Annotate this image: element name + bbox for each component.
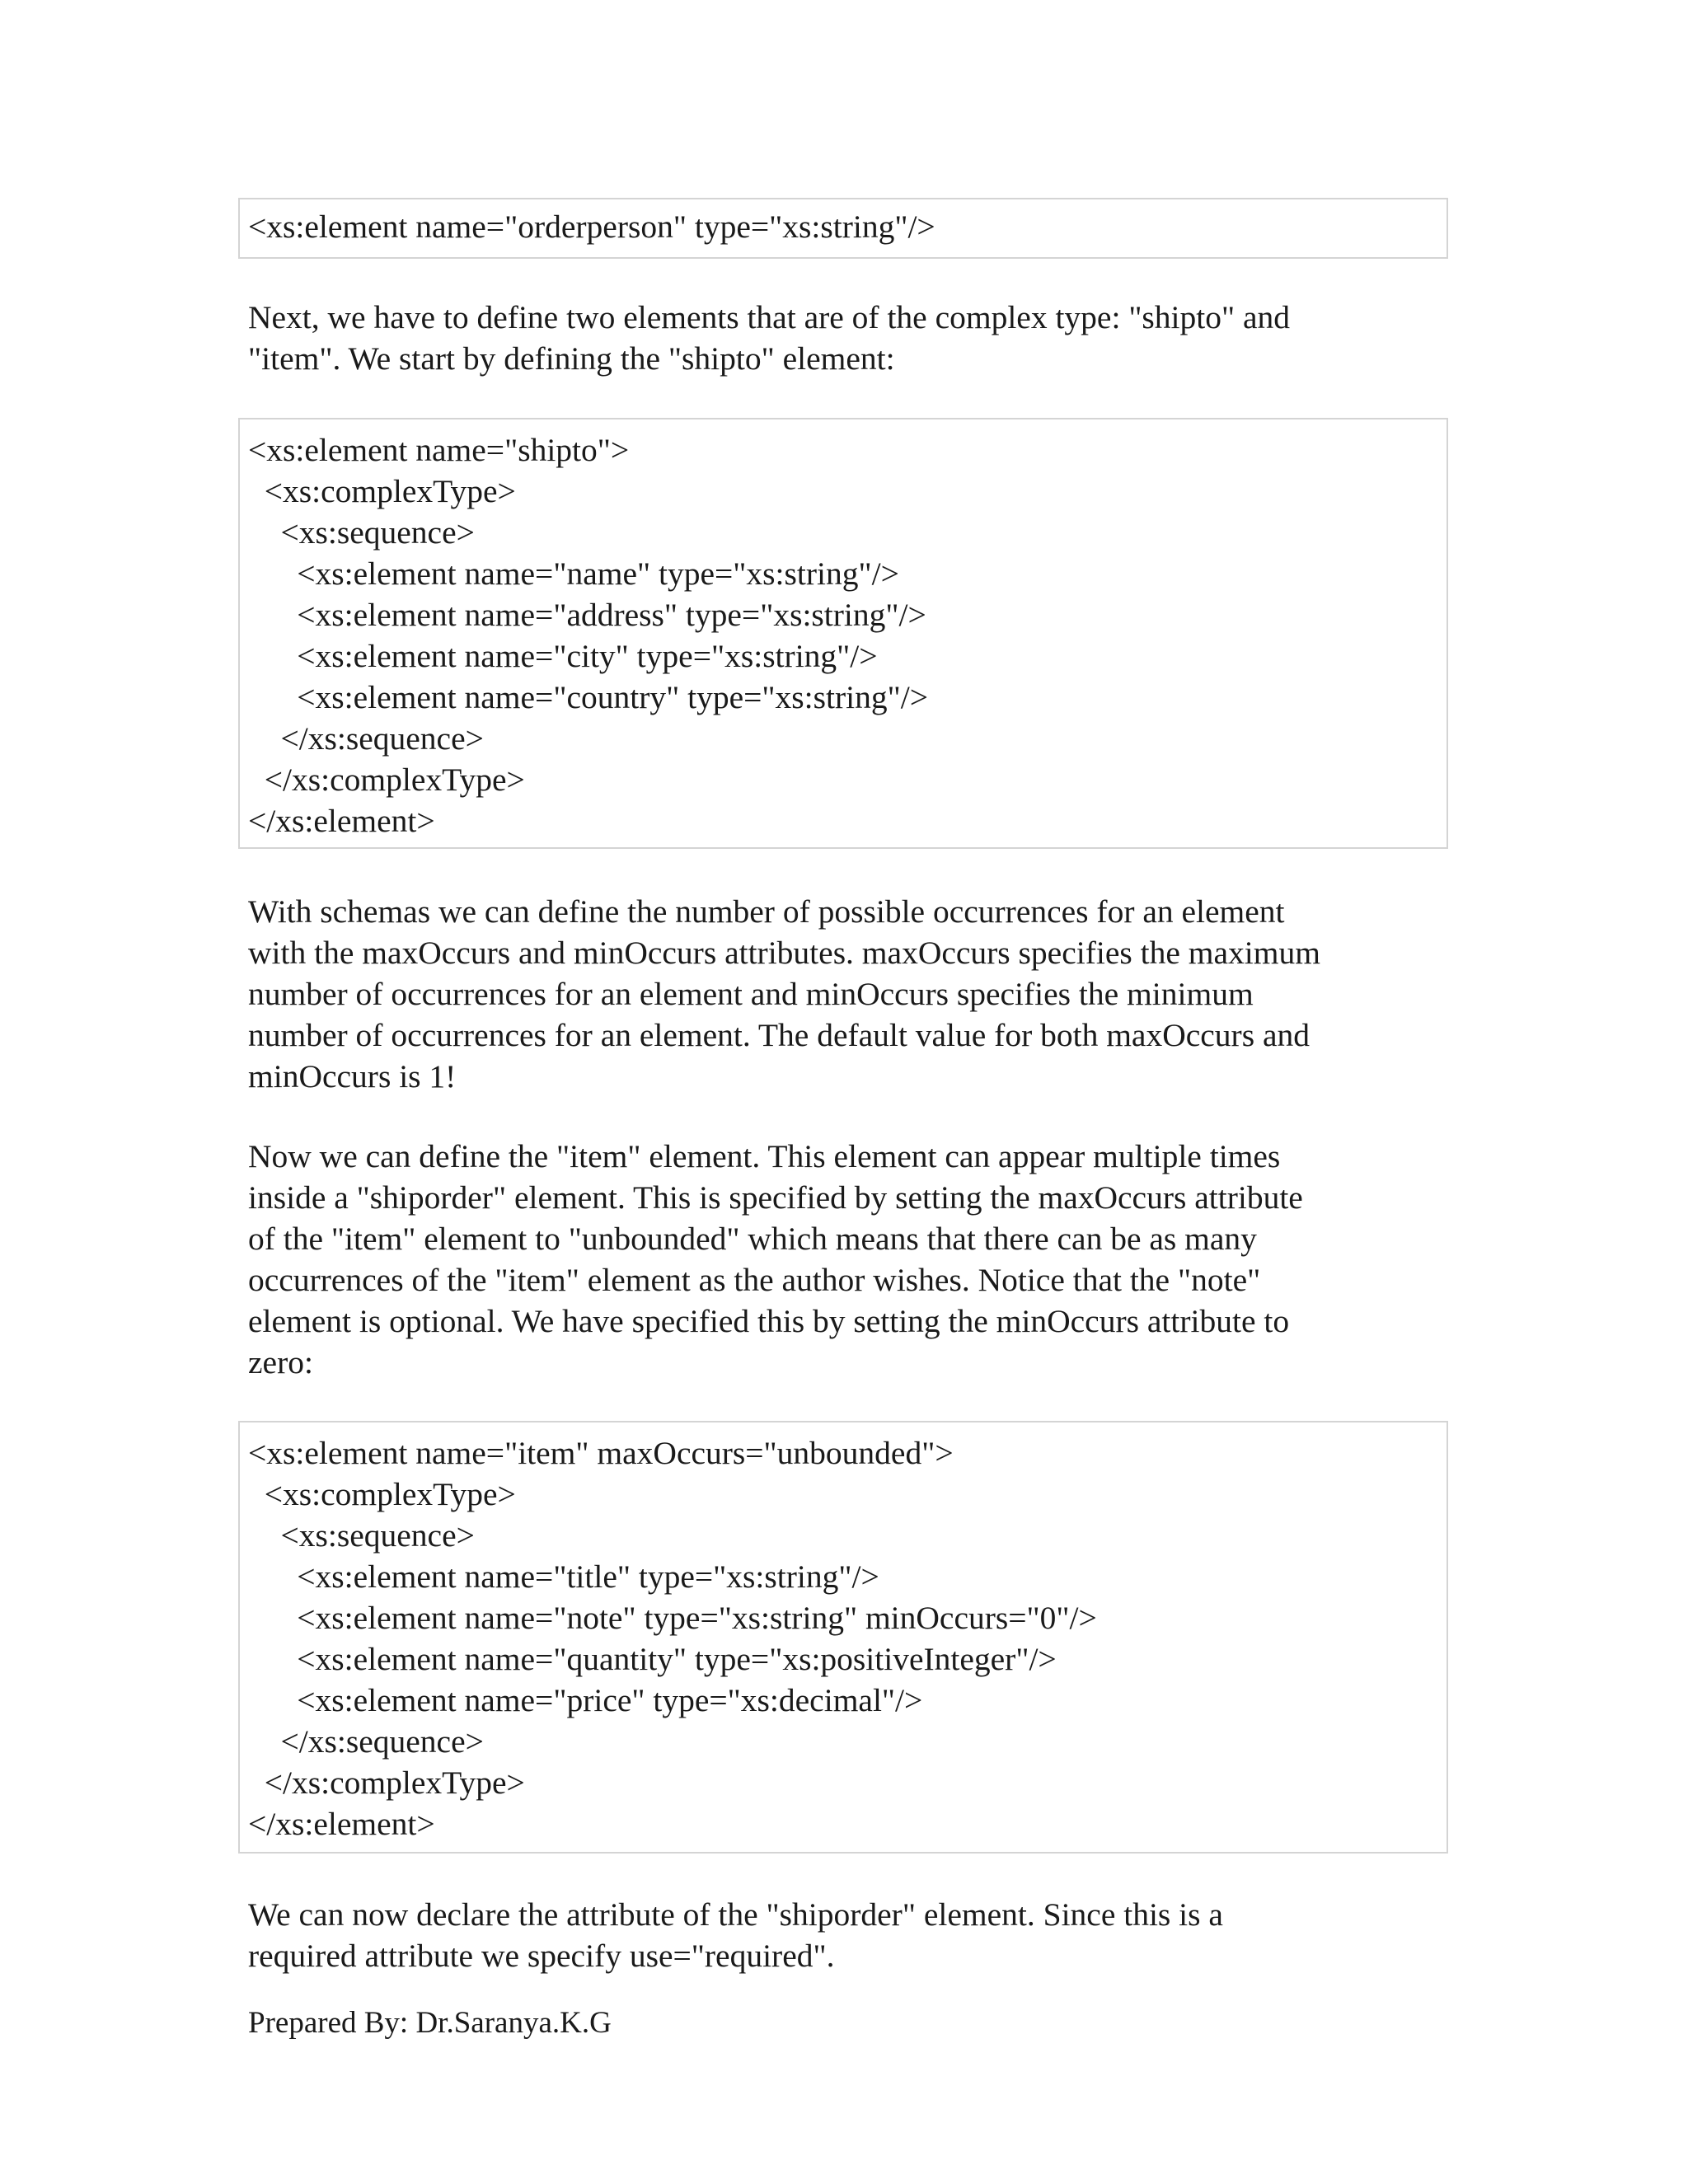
paragraph-line: with the maxOccurs and minOccurs attributes. maxOccurs specifies the maximum [248,935,1320,971]
code-line: </xs:complexType> [248,762,525,798]
paragraph-line: zero: [248,1344,313,1380]
paragraph-line: With schemas we can define the number of possible occurrences for an element [248,893,1285,930]
code-line: </xs:element> [248,1806,435,1842]
code-line: <xs:element name="title" type="xs:string"/> [248,1558,879,1595]
code-line: </xs:sequence> [248,1723,484,1760]
paragraph-line: We can now declare the attribute of the "shiporder" element. Since this is a [248,1896,1223,1933]
paragraph-line: required attribute we specify use="required". [248,1938,835,1974]
footer-author: Prepared By: Dr.Saranya.K.G [248,2006,612,2040]
paragraph-line: number of occurrences for an element. The default value for both maxOccurs and [248,1017,1310,1053]
code-line: </xs:element> [248,803,435,839]
code-line: <xs:element name="note" type="xs:string" minOccurs="0"/> [248,1600,1097,1636]
code-line: <xs:element name="city" type="xs:string"/> [248,638,878,674]
code-line: <xs:sequence> [248,514,475,551]
code-line: <xs:element name="price" type="xs:decimal"/> [248,1682,923,1718]
paragraph-line: of the "item" element to "unbounded" which means that there can be as many [248,1221,1257,1257]
paragraph-line: occurrences of the "item" element as the author wishes. Notice that the "note" [248,1262,1261,1298]
code-line: </xs:complexType> [248,1765,525,1801]
code-line: <xs:complexType> [248,473,516,509]
paragraph-line: "item". We start by defining the "shipto" element: [248,340,895,377]
paragraph-line: inside a "shiporder" element. This is specified by setting the maxOccurs attribute [248,1179,1303,1216]
code-block-orderperson [238,198,1448,259]
paragraph-line: Now we can define the "item" element. This element can appear multiple times [248,1138,1281,1174]
code-line: <xs:element name="name" type="xs:string"/> [248,555,899,592]
code-line: <xs:sequence> [248,1517,475,1554]
code-line: <xs:element name="quantity" type="xs:positiveInteger"/> [248,1641,1057,1677]
code-line: <xs:element name="shipto"> [248,432,630,468]
code-line: </xs:sequence> [248,720,484,757]
code-block-item [238,1421,1448,1854]
paragraph-line: number of occurrences for an element and minOccurs specifies the minimum [248,976,1254,1012]
paragraph-line: minOccurs is 1! [248,1058,457,1094]
code-line: <xs:element name="orderperson" type="xs:string"/> [248,209,935,245]
paragraph-line: element is optional. We have specified this by setting the minOccurs attribute to [248,1303,1290,1339]
code-line: <xs:complexType> [248,1476,516,1512]
code-line: <xs:element name="address" type="xs:string"/> [248,597,926,633]
code-block-shipto [238,418,1448,849]
paragraph-line: Next, we have to define two elements that are of the complex type: "shipto" and [248,299,1291,335]
code-line: <xs:element name="country" type="xs:string"/> [248,679,928,715]
code-line: <xs:element name="item" maxOccurs="unbounded"> [248,1435,954,1471]
